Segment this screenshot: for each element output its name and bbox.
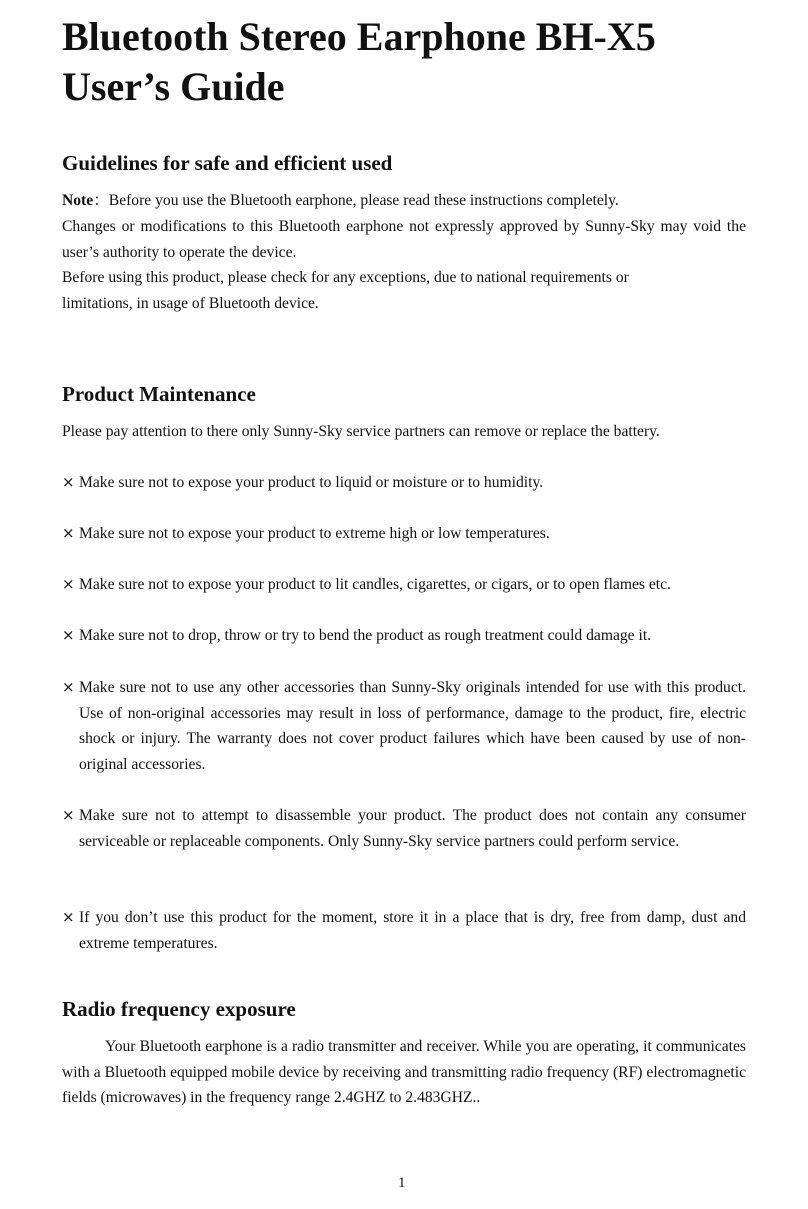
maintenance-bullet-3	[62, 572, 746, 598]
note-separator: ：	[93, 192, 109, 209]
cross-mark-icon: ×	[62, 575, 75, 593]
maintenance-bullet-6	[62, 803, 746, 854]
bullet-text: Make sure not to attempt to disassemble your product. The product does not contain any consumer serviceable or replaceable components. Only Sunny-Sky service partners could perform service.	[79, 807, 746, 850]
bullet-text: If you don’t use this product for the moment, store it in a place that is dry, free from damp, dust and extreme temperatures.	[79, 909, 746, 952]
maintenance-bullet-5	[62, 675, 746, 778]
cross-mark-icon: ×	[62, 908, 75, 926]
maintenance-intro: Please pay attention to there only Sunny-Sky service partners can remove or replace the battery.	[62, 423, 660, 440]
safety-paragraph-exceptions: Before using this product, please check for any exceptions, due to national requirements or limitations, in usage of Bluetooth device.	[62, 269, 629, 312]
maintenance-bullet-1	[62, 470, 746, 496]
cross-mark-icon: ×	[62, 473, 75, 491]
bullet-text: Make sure not to use any other accessories than Sunny-Sky originals intended for use with this product. Use of non-original accessories may result in loss of performance, damage to the product, fire, electric shock or injury. The warranty does not cover product failures which have been caused by use of non-original accessories.	[79, 679, 746, 774]
rf-paragraph: Your Bluetooth earphone is a radio transmitter and receiver. While you are operating, it communicates with a Bluetooth equipped mobile device by receiving and transmitting radio frequency (RF) electromagnetic fields (microwaves) in the frequency range 2.4GHZ to 2.483GHZ..	[62, 1038, 746, 1107]
maintenance-bullet-4	[62, 623, 746, 649]
safety-paragraph-approval: Changes or modifications to this Bluetooth earphone not expressly approved by Sunny-Sky may void the user’s authority to operate the device.	[62, 218, 746, 261]
cross-mark-icon: ×	[62, 806, 75, 824]
bullet-text: Make sure not to expose your product to liquid or moisture or to humidity.	[79, 474, 544, 491]
note-text: Before you use the Bluetooth earphone, please read these instructions completely.	[108, 192, 619, 209]
title-line-2: User’s Guide	[62, 64, 285, 109]
cross-mark-icon: ×	[62, 524, 75, 542]
bullet-text: Make sure not to drop, throw or try to bend the product as rough treatment could damage it.	[79, 627, 652, 644]
document-title	[62, 12, 656, 112]
safety-heading: Guidelines for safe and efficient used	[62, 151, 393, 175]
bullet-text: Make sure not to expose your product to lit candles, cigarettes, or cigars, or to open flames etc.	[79, 576, 671, 593]
maintenance-bullet-7	[62, 905, 746, 956]
title-line-1: Bluetooth Stereo Earphone BH-X5	[62, 14, 656, 59]
maintenance-bullet-2	[62, 521, 746, 547]
note-paragraph	[62, 188, 746, 214]
page-number: 1	[398, 1175, 406, 1191]
cross-mark-icon: ×	[62, 626, 75, 644]
bullet-text: Make sure not to expose your product to extreme high or low temperatures.	[79, 525, 550, 542]
maintenance-heading: Product Maintenance	[62, 382, 256, 406]
note-label: Note	[62, 192, 94, 209]
rf-heading: Radio frequency exposure	[62, 997, 296, 1021]
cross-mark-icon: ×	[62, 678, 75, 696]
